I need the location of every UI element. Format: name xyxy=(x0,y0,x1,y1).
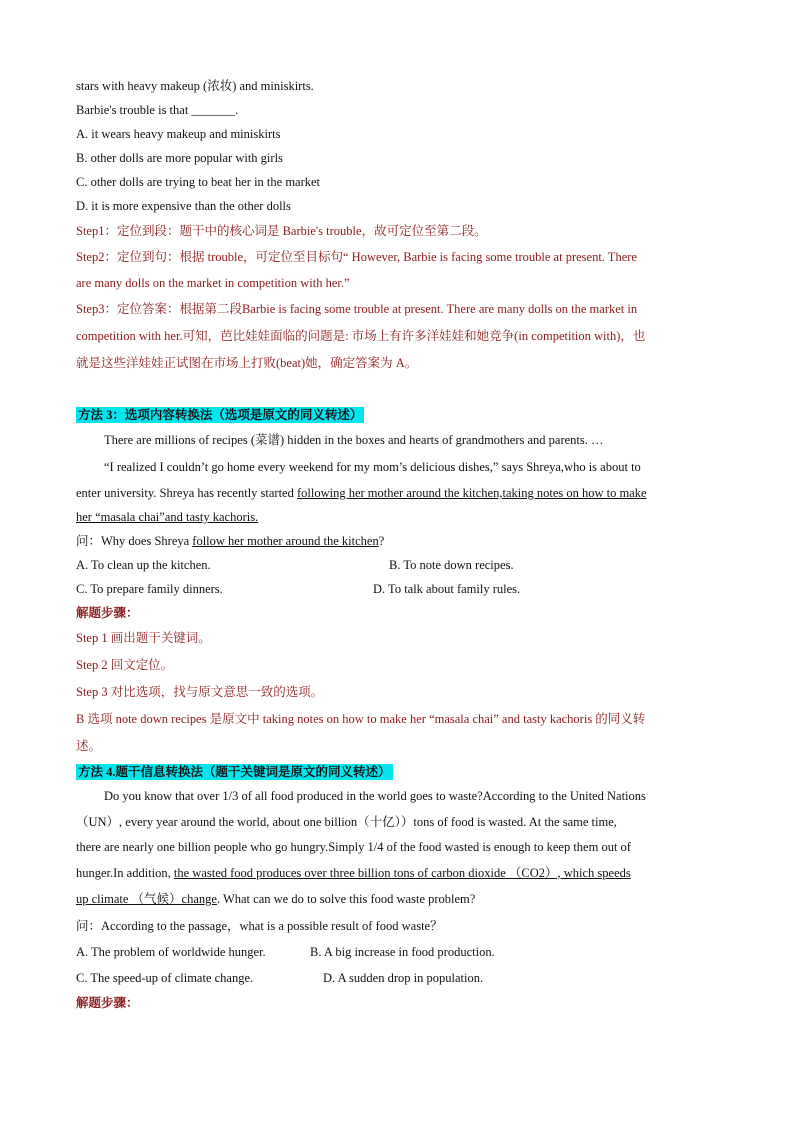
method4-steps-title: 解题步骤： xyxy=(76,996,139,1010)
method3-step-2: Step 2 回文定位。 xyxy=(76,658,174,672)
method4-underlined-key: the wasted food produces over three billion tons of carbon dioxide （CO2）, which speeds xyxy=(173,865,631,880)
method3-step-3: Step 3 对比选项，找与原文意思一致的选项。 xyxy=(76,685,324,699)
method3-options-row-2 xyxy=(76,577,719,601)
method3-passage-2c xyxy=(76,505,719,529)
method3-heading-text: 方法 3：选项内容转换法（选项是原文的同义转述） xyxy=(78,408,363,422)
step3-line-1: Step3：定位答案：根据第二段Barbie is facing some trouble at present. There are many dolls on the market in xyxy=(76,302,638,316)
method3-question xyxy=(76,529,719,553)
option-a: A. it wears heavy makeup and miniskirts xyxy=(76,127,281,141)
method4-underlined-key-2: up climate （气候）change xyxy=(76,892,217,906)
method3-question-post: ? xyxy=(378,534,385,548)
method3-option-d: D. To talk about family rules. xyxy=(373,582,521,596)
method4-option-c: C. The speed-up of climate change. xyxy=(76,970,254,985)
method3-conclusion-1: B 选项 note down recipes 是原文中 taking notes on how to make her “masala chai” and tasty kachoris 的同义转 xyxy=(76,712,646,726)
method3-steps-title: 解题步骤： xyxy=(76,606,139,620)
method4-passage-d xyxy=(76,861,719,887)
method4-passage-d-pre: hunger.In addition, xyxy=(76,865,174,880)
passage-fragment: stars with heavy makeup (浓妆) and miniskirts. xyxy=(76,79,314,93)
step2-line-2: are many dolls on the market in competition with her.” xyxy=(76,275,350,290)
method3-options-row-1 xyxy=(76,553,719,577)
method3-option-a: A. To clean up the kitchen. xyxy=(76,558,211,572)
option-b: B. other dolls are more popular with girls xyxy=(76,151,283,165)
method4-options-row-1 xyxy=(76,940,719,966)
question-stem: Barbie's trouble is that _______. xyxy=(76,103,239,117)
method4-option-a: A. The problem of worldwide hunger. xyxy=(76,945,266,959)
method3-question-key: follow her mother around the kitchen xyxy=(192,534,379,548)
step2-line-1: Step2：定位到句：根据 trouble，可定位至目标句“ However, Barbie is facing some trouble at present. There xyxy=(76,250,637,264)
method3-underlined-key-2: her “masala chai”and tasty kachoris. xyxy=(76,510,259,524)
method3-underlined-key: following her mother around the kitchen,taking notes on how to make xyxy=(296,486,647,500)
method3-passage-1: There are millions of recipes (菜谱) hidden in the boxes and hearts of grandmothers and parents. … xyxy=(104,433,604,447)
step1-text: Step1：定位到段：题干中的核心词是 Barbie's trouble，故可定位至第二段。 xyxy=(76,224,487,238)
option-d: D. it is more expensive than the other dolls xyxy=(76,199,291,213)
document-content xyxy=(76,74,719,1015)
method4-passage-e-post: . What can we do to solve this food waste problem? xyxy=(216,892,476,906)
method3-option-c: C. To prepare family dinners. xyxy=(76,582,223,596)
method4-passage-b: （UN）, every year around the world, about one billion（十亿））tons of food is wasted. At the same time, xyxy=(76,814,617,829)
method4-passage-c: there are nearly one billion people who go hungry.Simply 1/4 of the food wasted is enough to keep them out of xyxy=(76,840,631,854)
step3-line-3: 就是这些洋娃娃正试图在市场上打败(beat)她，确定答案为 A。 xyxy=(76,356,418,370)
option-c: C. other dolls are trying to beat her in the market xyxy=(76,175,321,189)
section-gap xyxy=(76,377,719,403)
method3-conclusion-2: 述。 xyxy=(76,739,102,753)
method3-passage-text: enter university. Shreya has recently started xyxy=(76,486,297,500)
method4-question: 问：According to the passage，what is a possible result of food waste？ xyxy=(76,919,443,933)
method3-question-pre: 问：Why does Shreya xyxy=(76,534,193,548)
method4-heading xyxy=(76,760,719,784)
method3-heading xyxy=(76,403,719,427)
method3-passage-2b xyxy=(76,481,719,505)
method3-option-b: B. To note down recipes. xyxy=(389,558,514,572)
method4-passage-a: Do you know that over 1/3 of all food produced in the world goes to waste?According to the United Nations xyxy=(104,789,646,803)
method4-heading-text: 方法 4.题干信息转换法（题干关键词是原文的同义转述） xyxy=(78,765,391,779)
method4-option-d: D. A sudden drop in population. xyxy=(323,970,484,985)
method4-options-row-2 xyxy=(76,966,719,992)
method3-passage-2a: “I realized I couldn’t go home every weekend for my mom’s delicious dishes,” says Shreya,who is about to xyxy=(104,460,641,474)
method4-option-b: B. A big increase in food production. xyxy=(310,945,495,959)
method4-passage-e xyxy=(76,886,719,913)
step3-line-2: competition with her.可知，芭比娃娃面临的问题是: 市场上有许多洋娃娃和她竞争(in competition with)，也 xyxy=(76,329,646,343)
method3-step-1: Step 1 画出题干关键词。 xyxy=(76,631,211,645)
